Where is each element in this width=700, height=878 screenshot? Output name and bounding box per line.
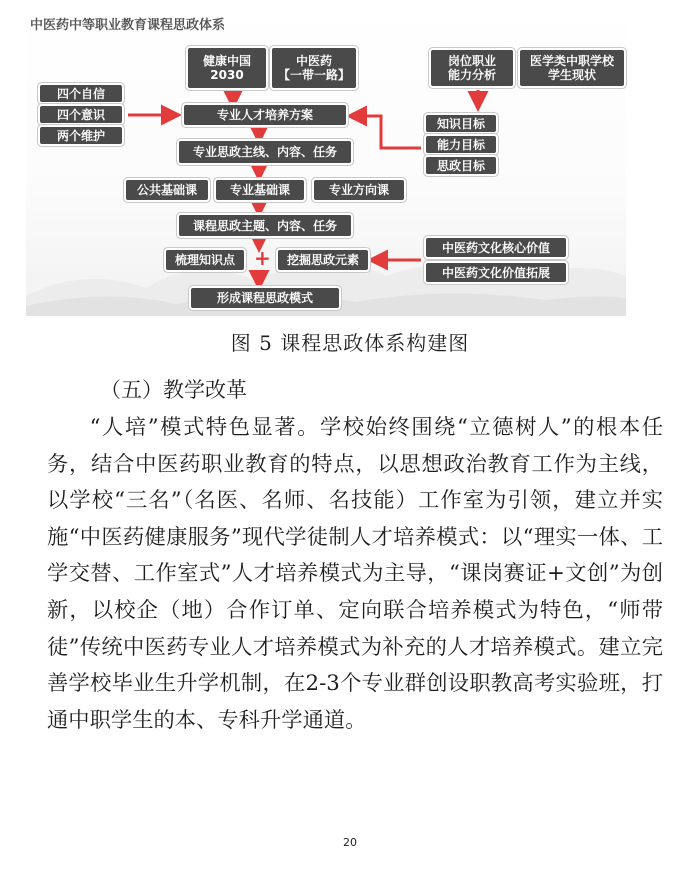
box-sort-knowledge: 梳理知识点 [166,250,244,270]
box-basic-course: 专业基础课 [216,180,304,200]
box-healthy-china-2030: 健康中国 2030 [188,48,266,88]
box-excavate-elements: 挖掘思政元素 [278,250,368,270]
box-ability-goal: 能力目标 [426,136,496,153]
body-paragraph: “人培”模式特色显著。学校始终围绕“立德树人”的根本任务，结合中医药职业教育的特点，以思想政治教育工作为主线，以学校“三名”（名医、名师、名技能）工作室为引领，建立并实施“中医药健康服务”现代学徒制人才培养模式：以“理实一体、工学交替、工作室式”人才培养模式为主导，“课岗赛证+文创”为创新，以校企（地）合作订单、定向联合培养模式为特色，“师带徒”传统中医药专业人才培养模式为补充的人才培养模式。建立完善学校毕业生升学机制，在2-3个专业群创设职教高考实验班，打通中职学生的本、专科升学通道。 [47,415,663,733]
diagram-title: 中医药中等职业教育课程思政体系 [30,18,226,33]
figure-caption: 图 5 课程思政体系构建图 [230,331,470,355]
box-form-mode: 形成课程思政模式 [191,288,339,308]
box-four-consciousness: 四个意识 [40,106,122,123]
box-student-status: 医学类中职学校 学生现状 [520,50,624,86]
plus-sign: + [254,246,271,270]
box-tcm-value-expansion: 中医药文化价值拓展 [426,263,566,282]
box-job-ability-analysis: 岗位职业 能力分析 [431,50,513,86]
box-mainline: 专业思政主线、内容、任务 [179,141,351,163]
section-heading: （五）教学改革 [100,378,247,402]
page-number: 20 [343,836,357,849]
box-two-safeguards: 两个维护 [40,127,122,144]
box-talent-plan: 专业人才培养方案 [184,105,346,125]
box-ideology-goal: 思政目标 [426,157,496,174]
box-public-course: 公共基础课 [126,180,208,200]
course-ideology-diagram [26,8,626,316]
box-knowledge-goal: 知识目标 [426,115,496,132]
box-four-confidences: 四个自信 [40,85,122,102]
box-tcm-belt-road: 中医药 【一带一路】 [272,48,356,88]
box-tcm-core-value: 中医药文化核心价值 [426,238,566,257]
box-course-topic: 课程思政主题、内容、任务 [179,215,351,236]
box-direction-course: 专业方向课 [314,180,404,200]
